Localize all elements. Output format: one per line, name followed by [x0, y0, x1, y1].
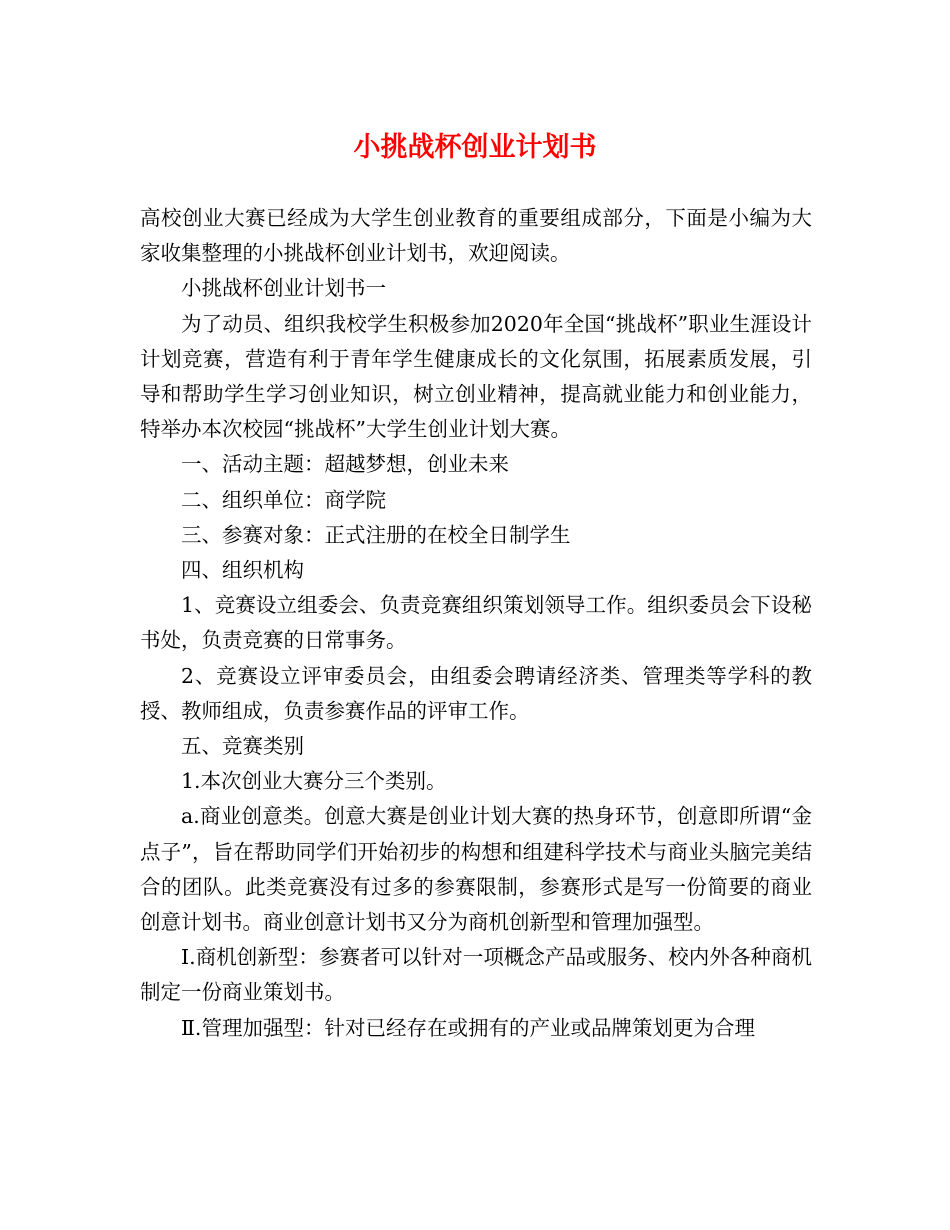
paragraph: 为了动员、组织我校学生积极参加2020年全国“挑战杯”职业生涯设计计划竞赛，营造有利于青年学生健康成长的文化氛围，拓展素质发展，引导和帮助学生学习创业知识，树立创业精神，提高就业能力和创业能力，特举办本次校园“挑战杯”大学生创业计划大赛。 [140, 311, 812, 442]
paragraph: 二、组织单位：商学院 [181, 487, 386, 512]
paragraph: 1、竞赛设立组委会、负责竞赛组织策划领导工作。组织委员会下设秘书处，负责竞赛的日常事务。 [140, 593, 812, 653]
paragraph: 高校创业大赛已经成为大学生创业教育的重要组成部分，下面是小编为大家收集整理的小挑战杯创业计划书，欢迎阅读。 [140, 206, 812, 266]
paragraph: 一、活动主题：超越梦想，创业未来 [181, 452, 509, 477]
paragraph: 小挑战杯创业计划书一 [181, 276, 386, 301]
document-title: 小挑战杯创业计划书 [353, 132, 597, 163]
paragraph: 四、组织机构 [181, 558, 304, 583]
paragraph: 三、参赛对象：正式注册的在校全日制学生 [181, 522, 571, 547]
paragraph: 五、竞赛类别 [181, 734, 304, 759]
document-body [140, 201, 812, 1046]
paragraph: a.商业创意类。创意大赛是创业计划大赛的热身环节，创意即所谓“金点子”，旨在帮助同学们开始初步的构想和组建科学技术与商业头脑完美结合的团队。此类竞赛没有过多的参赛限制，参赛形式是写一份简要的商业创意计划书。商业创意计划书又分为商机创新型和管理加强型。 [140, 804, 812, 935]
paragraph: 1.本次创业大赛分三个类别。 [181, 769, 447, 794]
paragraph: Ⅰ.商机创新型：参赛者可以针对一项概念产品或服务、校内外各种商机制定一份商业策划书。 [140, 945, 812, 1005]
paragraph: 2、竞赛设立评审委员会，由组委会聘请经济类、管理类等学科的教授、教师组成，负责参赛作品的评审工作。 [140, 663, 812, 723]
paragraph: Ⅱ.管理加强型：针对已经存在或拥有的产业或品牌策划更为合理 [181, 1015, 755, 1040]
